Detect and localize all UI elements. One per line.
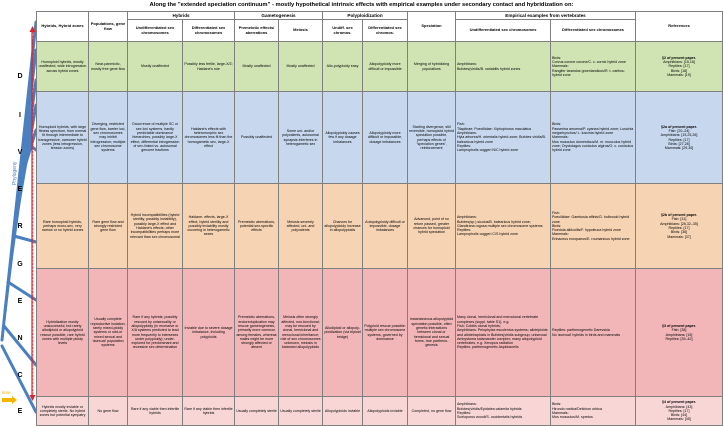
cell-hybrids: Hybrids mostly inviable or completely sterile. No hybrid zones but potential sympatry: [37, 397, 89, 426]
header-group-empirical: Empirical examples from vertebrates: [456, 12, 636, 20]
text-line: Lampropholis coggeri C/S hybrid zone: [457, 232, 518, 237]
ref-line: Reptiles: [39–42]: [665, 336, 693, 341]
text-line: Mammals:: [552, 135, 569, 140]
cell-undiff: Mostly unaffected: [128, 42, 183, 92]
cell-refs: [636, 42, 723, 92]
cell-undiff: Occurrence of multiple SC or sex loci systems, hardly predictable dominance hierarchies, possibly large-X effect, differential introgression of sex-linked vs. autosomal genome fractions: [128, 92, 183, 184]
cell-populations: Usually complete reproductive isolation; rarely mixed-ploidy systems or odd-or mixed sexual and 'asexual' population systems: [89, 269, 128, 397]
cell-poly-diff: Polyploid rescue possible: multiple sex chromosome systems, governed by dominance: [363, 269, 408, 397]
header-premeiotic: Premeiotic effects/ aberrations: [235, 20, 279, 42]
text-line: Reptiles: parthenogenetic Aspidoscelis: [457, 345, 519, 350]
letter-e2: E: [17, 298, 23, 305]
cell-premeiotic: Usually completely sterile: [235, 397, 279, 426]
cell-undiff: Hybrid incompatibilities (hybrid sterility, possibly inviability), possibly large-X effect and Haldane's effects; other incompatibilities perhaps more relevant than sex chromosomal: [128, 184, 183, 269]
header-poly-diff: Differentiated sex chromos.: [363, 20, 408, 42]
text-line: Poeciliidae: Gambusia affinis/G. holbrooki hybrid zone: [552, 215, 630, 224]
cell-hybrids: Homoploid hybrids, mostly unaffected, wide introgression across hybrid zones: [37, 42, 89, 92]
cell-poly-undiff: Allodiploid or allopoly-ploidization (via triploid bridge): [323, 269, 363, 397]
cell-diff: Haldane's effects with heteromorphic sex chromosomes less fit than the homogametic sex, large-X effect: [183, 92, 235, 184]
cell-emp-diff: [551, 184, 636, 269]
header-populations: Populations, gene flow: [89, 12, 128, 42]
text-line: Tilapiinae; Poeciliidae: Xiphophorus maculatus: [457, 126, 532, 131]
cell-hybrids: Hybridization mostly unsuccessful, but rarely allodiploid or allopolyploid rescue possible, rare hybrid zones with multiple ploidy levels: [37, 269, 89, 397]
cell-diff: Inviable due to severe dosage imbalance, including polyploids: [183, 269, 235, 397]
time-label: time: [2, 390, 11, 395]
page-title: Along the "extended speciation continuum" - mostly hypothetical intrinsic effects with empirical examples under secondary contact and hybridization on:: [149, 2, 574, 8]
text-line: Passerina amoena/P. cyanea hybrid zone; Luscinia megarhynchos/ L. luscinia hybrid zone: [552, 126, 634, 136]
cell-refs: [636, 269, 723, 397]
ref-line: Amphibians: [26,32–35]: [660, 221, 698, 226]
cell-meiosis: Meiosis often strongly affected, non-functional; may be rescued by clonal, hemiclonal and meroclonal inheritance; role of sex chromosomes unknown, meiosis in balanced allopolyploids: [279, 269, 323, 397]
text-line: Reptiles:: [457, 411, 471, 415]
cell-speciation: Starting divergence, still reversible, homoploid hybrid speciation possible, perhaps effects of "speciation genes", reinforcement: [408, 92, 456, 184]
text-line: Amphibians:: [457, 215, 477, 220]
cell-meiosis: Meiosis severely affected, uni- and polyvalents: [279, 184, 323, 269]
ref-line: Mammals: [37]: [667, 234, 691, 239]
cell-refs: [636, 397, 723, 426]
cell-refs: [636, 184, 723, 269]
cell-poly-undiff: Allopolyploids inviable: [323, 397, 363, 426]
header-group-hybrids: Hybrids: [128, 12, 235, 20]
cell-speciation: Instantaneous allopolyploid speciation possible, often genetic interactions between clonal or hemiclonal and sexual forms, true partheno-genesis: [408, 269, 456, 397]
ref-line: §3 of present paper.: [662, 323, 696, 328]
header-emp-diff: Differentiated sex chromosomes: [551, 20, 636, 42]
text-line: No 'asexual' hybrids in birds and mammals: [552, 332, 621, 337]
cell-poly-diff: Allopolyploidy more difficult or impossible, dosage imbalances: [363, 92, 408, 184]
text-line: Amphibians: Pelophylax esculentus systems; allotriploids and allotetraploids in Bufotes(viridis subgroup; unisexual Ambystoma salamander complex; many allopolyploid vertebrates, e.g. Xenopus radiation: [457, 328, 548, 346]
ref-line: Birds: [36]: [670, 230, 688, 235]
cell-undiff: Rare if any hybrids; possibly rescued by unisexuality or allopolyploidy (in recessive or X/A systems predicted to lead more frequently to intersexes under polyploidy); under-explored for predominant and recessive sex determination: [128, 269, 183, 397]
header-speciation: Speciation: [408, 12, 456, 42]
header-meiosis: Meiosis: [279, 20, 323, 42]
cell-hybrids: Rare homoploid hybrids, perhaps mono-sex, very narrow or no hybrid zones: [37, 184, 89, 269]
text-line: Lampropholis coggeri N/C hybrid zone: [457, 148, 519, 153]
text-line: Reptiles:: [457, 228, 471, 233]
table-row-5: [37, 397, 723, 426]
cell-diff: Haldane- effects, large-X effect, hybrid sterility and possibly inviability mostly occurring in heterogametic sexes: [183, 184, 235, 269]
cell-diff: Possibly less fertile, large-X/Z; Haldane's rule: [183, 42, 235, 92]
ref-line: Reptiles: [17]: [668, 64, 690, 69]
text-line: Many clonal, hemiclonal and meroclonal vertebrate complexes (suppl. table S1), e.g.: [457, 315, 539, 324]
ref-line: Fish: [20–24]: [668, 128, 690, 133]
cell-premeiotic: Premeiotic aberrations, potential sex-specific effects: [235, 184, 279, 269]
header-group-gametogenesis: Gametogenesis: [235, 12, 323, 20]
cell-poly-undiff: Allopolyploidy causes few if any dosage imbalances: [323, 92, 363, 184]
cell-speciation: Merging of hybridizing populations: [408, 42, 456, 92]
ref-line: Fish: [38]: [671, 328, 687, 333]
table-row-1: [37, 42, 723, 92]
cell-emp-undiff: [456, 397, 551, 426]
letter-e3: E: [17, 408, 23, 415]
cell-poly-undiff: Allo-polyploidy easy: [323, 42, 363, 92]
cell-refs: [636, 92, 723, 184]
header-group-polyploidization: Polyploidization: [323, 12, 408, 20]
letter-v: V: [17, 149, 23, 156]
phylogeny-label: Phylogeny: [12, 161, 18, 185]
cell-meiosis: Usually completely sterile: [279, 397, 323, 426]
ref-line: Mammals: [19]: [667, 72, 691, 77]
cell-emp-diff: [551, 42, 636, 92]
ref-line: Birds: [18]: [670, 68, 688, 73]
cell-premeiotic: Mostly unaffected: [235, 42, 279, 92]
text-line: Mammals:: [552, 64, 569, 69]
header-emp-undiff: Undifferentiated sex chromosomes: [456, 20, 551, 42]
cell-premeiotic: Premeiotic aberrations, endoreduplication may rescue gametogenesis, primarily more common among females, whereas males might be more strongly affected or absent: [235, 269, 279, 397]
text-line: Mus musculus/M. spretus: [552, 415, 593, 420]
text-line: Birds:: [552, 402, 562, 407]
cell-diff: Rare if any viable then infertile hybrids: [183, 397, 235, 426]
ref-line: §2b of present paper.: [660, 213, 698, 218]
cell-emp-undiff: [456, 92, 551, 184]
header-undiff-sex: Undifferentiated sex chromosomes: [128, 20, 183, 42]
table-row-3: [37, 184, 723, 269]
cell-emp-diff: [551, 269, 636, 397]
letter-n: N: [17, 335, 23, 342]
text-line: Corvus corone corone/C. c. cornix hybrid zone: [552, 60, 626, 65]
ref-line: Birds: [44]: [670, 413, 688, 418]
cell-emp-undiff: [456, 42, 551, 92]
cell-populations: No gene flow: [89, 397, 128, 426]
text-line: Reptiles: parthenogenetic Darevskia: [552, 328, 610, 333]
cell-populations: Diverging, restricted gene flow, barrier loci, sex chromosomes may inhibit introgression; multiple sex chromosome systems: [89, 92, 128, 184]
cell-emp-undiff: [456, 269, 551, 397]
text-line: Ficedula albicollis/F. hypoleuca hybrid zone: [552, 228, 621, 233]
ref-line: §2a of present paper.: [661, 124, 697, 129]
header-diff-sex: Differentiated sex chromosomes: [183, 20, 235, 42]
text-line: Birds:: [552, 223, 562, 228]
letter-d: D: [17, 73, 23, 80]
text-line: Bufotes(viridis/B. variabilis hybrid zones: [457, 66, 521, 71]
text-line: Fish:: [552, 210, 560, 215]
cell-poly-diff: Allopolyploidy more difficult or impossible: [363, 42, 408, 92]
text-line: Amphibians:: [457, 402, 477, 407]
text-line: Fish:: [457, 122, 465, 127]
text-line: Hirundo rustica/Delichon urbica: [552, 406, 602, 411]
ref-line: Reptiles: [17]: [668, 226, 690, 230]
text-line: Birds:: [552, 122, 562, 127]
cell-hybrids: Homoploid hybrids, with large fitness spectrum, from normal fit through intermediate to transgressive, narrower hybrid zones (less introgression, tension zones): [37, 92, 89, 184]
cell-meiosis: Mostly unaffected: [279, 42, 323, 92]
letter-g: G: [17, 261, 23, 268]
cell-premeiotic: Possibly unaffected: [235, 92, 279, 184]
text-line: Bufotes(viridis/Epidalea calamita hybrids: [457, 406, 522, 411]
ref-line: §2 of present paper.: [662, 55, 696, 60]
ref-line: Birds: [27,28]: [668, 141, 690, 146]
text-line: Mammals:: [552, 232, 569, 237]
ref-line: Reptiles: [17]: [668, 137, 690, 142]
cell-meiosis: Some uni- and/or polyvalents, autosomal synapsis interferes in heterogametic sex: [279, 92, 323, 184]
cell-undiff: Rare if any viable then infertile hybrids: [128, 397, 183, 426]
table-row-2: [37, 92, 723, 184]
ref-line: Amphibians: [15,16]: [663, 60, 695, 65]
ref-line: Reptiles: [17]: [668, 408, 690, 413]
ref-line: §4 of present paper.: [662, 400, 696, 405]
cell-populations: Near-panmictic, mostly free gene flow: [89, 42, 128, 92]
text-line: Mammals:: [552, 411, 569, 415]
cell-emp-diff: [551, 92, 636, 184]
text-line: Bufotes(sp.) siculus/B. balearicus hybrid zone; Glandirana rugosa multiple sex chromosome systems: [457, 219, 543, 228]
cell-emp-diff: [551, 397, 636, 426]
ref-line: Mammals: [29,30]: [664, 146, 694, 151]
letter-i: I: [19, 112, 21, 119]
speciation-continuum-table: [36, 11, 723, 426]
header-references: References: [636, 12, 723, 42]
text-line: Hyla arborea/H. orientalis hybrid zone; Bufotes viridis/B. balearicus hybrid zone: [457, 135, 546, 144]
letter-e: E: [17, 186, 23, 193]
text-line: Reptiles:: [457, 143, 471, 148]
text-line: Rangifer tarandus groenlandicus/R. t. caribou hybrid zone: [552, 68, 625, 77]
cell-emp-undiff: [456, 184, 551, 269]
text-line: Mus musculus domesticus/M. m. musculus hybrid zone; Oryctolagus cuniculus algirus/O. c. cuniculus hybrid zone: [552, 139, 634, 153]
text-line: Fish: Cobitis clonal hybrids;: [457, 323, 501, 328]
cell-poly-diff: Autopolyploidy difficult or impossible, dosage imbalances: [363, 184, 408, 269]
cell-poly-diff: Allopolyploids inviable: [363, 397, 408, 426]
letter-c: C: [17, 372, 23, 379]
text-line: Erinaceus europaeus/E. roumanicus hybrid zone: [552, 236, 630, 241]
ref-line: Amphibians: [15,25,26]: [660, 133, 698, 138]
ref-line: Amphibians: [15]: [665, 332, 693, 337]
ref-line: Mammals: [45]: [667, 417, 691, 422]
divergence-letters: [0, 0, 36, 416]
cell-populations: Rare gene flow and strongly restricted gene flow: [89, 184, 128, 269]
text-line: Amphibians:: [457, 131, 477, 136]
text-line: Amphibians:: [457, 62, 477, 67]
cell-speciation: Completed, no gene flow: [408, 397, 456, 426]
ref-line: Amphibians: [43]: [665, 404, 693, 409]
header-poly-undiff: Undiff. sex chromos.: [323, 20, 363, 42]
cell-speciation: Advanced, point of no return passed, greater chances for homoploid hybrid speciation: [408, 184, 456, 269]
table-row-4: [37, 269, 723, 397]
text-line: Birds:: [552, 55, 562, 60]
ref-line: Fish: [31]: [671, 217, 687, 222]
header-hybrids-zones: Hybrids, Hybrid zones: [37, 12, 89, 42]
cell-poly-undiff: Chances for allopolyploidy increase in allopolyploids: [323, 184, 363, 269]
letter-r: R: [17, 223, 23, 230]
text-line: Sceloporus woodi/S. occidentalis hybrids: [457, 415, 523, 420]
